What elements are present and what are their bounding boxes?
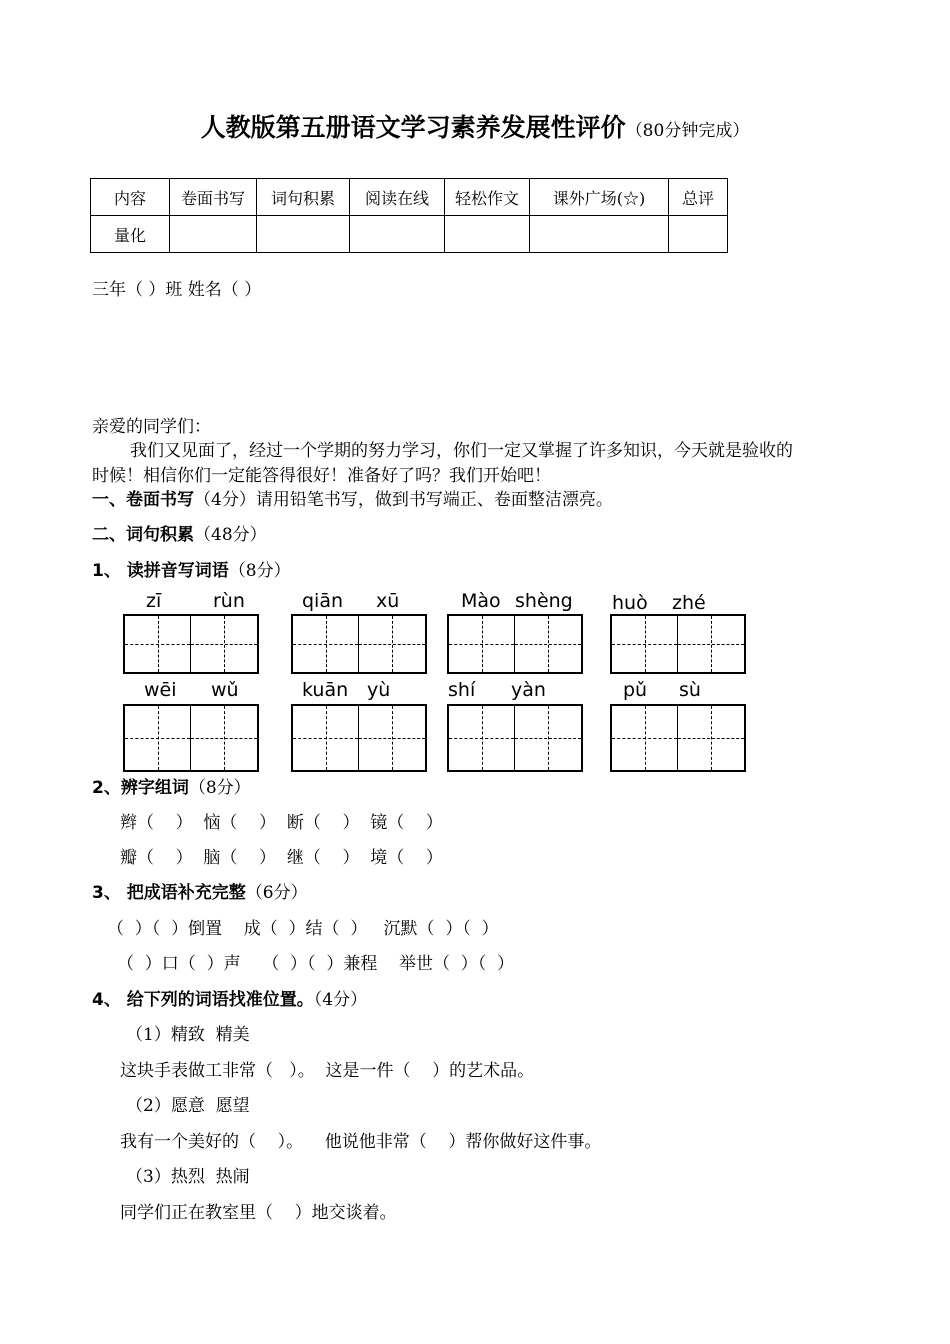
writing-cell[interactable] xyxy=(612,706,678,770)
writing-grid[interactable] xyxy=(291,704,427,772)
writing-grid[interactable] xyxy=(610,614,746,674)
score-header-cell: 内容 xyxy=(91,179,170,216)
q1-label: 1、 读拼音写词语 xyxy=(92,561,229,581)
section-2-text: （48分） xyxy=(194,525,267,545)
q2-line-1: 辫（ ） 恼（ ） 断（ ） 镜（ ） xyxy=(120,813,443,833)
score-table-header-row xyxy=(91,179,728,216)
q2-score: （8分） xyxy=(188,778,251,798)
section-2-label: 二、词句积累 xyxy=(92,525,194,545)
pinyin: zhé xyxy=(672,592,706,614)
writing-grid[interactable] xyxy=(447,704,583,772)
writing-cell[interactable] xyxy=(359,616,425,672)
score-input-cell[interactable] xyxy=(257,216,350,253)
q4-label: 4、 给下列的词语找准位置。 xyxy=(92,990,314,1010)
score-input-cell[interactable] xyxy=(445,216,530,253)
q4-group-1: （1）精致 精美 xyxy=(126,1025,250,1045)
score-table-value-row xyxy=(91,216,728,253)
writing-cell[interactable] xyxy=(359,706,425,770)
score-header-cell: 阅读在线 xyxy=(350,179,445,216)
writing-cell[interactable] xyxy=(191,616,257,672)
writing-cell[interactable] xyxy=(678,616,744,672)
q1-score: （8分） xyxy=(228,561,291,581)
q3-label: 3、 把成语补充完整 xyxy=(92,883,246,903)
score-header-cell: 词句积累 xyxy=(257,179,350,216)
question-4 xyxy=(92,985,367,1010)
writing-cell[interactable] xyxy=(515,616,581,672)
score-input-cell[interactable] xyxy=(170,216,257,253)
question-2 xyxy=(92,773,251,798)
writing-cell[interactable] xyxy=(293,706,359,770)
q3-line-2: （ ）口（ ）声 （ ）（ ）兼程 举世（ ）（ ） xyxy=(117,954,515,974)
q3-score: （6分） xyxy=(245,883,308,903)
score-input-cell[interactable] xyxy=(669,216,728,253)
writing-grid[interactable] xyxy=(123,704,259,772)
q4-group-3: （3）热烈 热闹 xyxy=(126,1167,250,1187)
pinyin: qiān xyxy=(302,590,344,612)
score-header-cell: 轻松作文 xyxy=(445,179,530,216)
q3-line-1: （ ）（ ）倒置 成（ ）结（ ） 沉默（ ）（ ） xyxy=(107,919,499,939)
pinyin: shèng xyxy=(515,590,573,612)
title-sub: （80分钟完成） xyxy=(625,121,750,141)
greeting-salutation: 亲爱的同学们： xyxy=(92,417,211,437)
question-3 xyxy=(92,878,308,903)
writing-cell[interactable] xyxy=(125,706,191,770)
pinyin: rùn xyxy=(213,590,245,612)
score-row-label: 量化 xyxy=(91,216,170,253)
q2-line-2: 瓣（ ） 脑（ ） 继（ ） 境（ ） xyxy=(120,848,443,868)
score-input-cell[interactable] xyxy=(530,216,669,253)
pinyin: kuān xyxy=(302,679,349,701)
writing-cell[interactable] xyxy=(678,706,744,770)
pinyin: pǔ xyxy=(623,679,648,701)
q4-sentence-1: 这块手表做工非常（ ）。 这是一件（ ）的艺术品。 xyxy=(120,1061,535,1081)
writing-grid[interactable] xyxy=(291,614,427,674)
score-header-cell: 卷面书写 xyxy=(170,179,257,216)
pinyin: wēi xyxy=(144,679,177,701)
writing-cell[interactable] xyxy=(191,706,257,770)
question-1 xyxy=(92,556,291,581)
pinyin: wǔ xyxy=(211,679,239,701)
pinyin: huò xyxy=(612,592,648,614)
writing-cell[interactable] xyxy=(612,616,678,672)
score-table xyxy=(90,178,728,253)
section-1-text: （4分）请用铅笔书写，做到书写端正、卷面整洁漂亮。 xyxy=(194,490,613,510)
section-1-label: 一、卷面书写 xyxy=(92,490,194,510)
writing-grid[interactable] xyxy=(123,614,259,674)
pinyin: yàn xyxy=(511,679,546,701)
writing-cell[interactable] xyxy=(125,616,191,672)
q2-label: 2、辨字组词 xyxy=(92,778,189,798)
greeting-line-2: 时候！相信你们一定能答得很好！准备好了吗？我们开始吧！ xyxy=(92,466,551,486)
title-main: 人教版第五册语文学习素养发展性评价 xyxy=(200,113,626,142)
pinyin: sù xyxy=(679,679,701,701)
score-header-cell: 课外广场(☆) xyxy=(530,179,669,216)
q4-sentence-3: 同学们正在教室里（ ）地交谈着。 xyxy=(120,1203,397,1223)
section-2 xyxy=(92,520,267,545)
q4-score: （4分） xyxy=(313,990,368,1010)
page-title xyxy=(0,108,950,144)
writing-cell[interactable] xyxy=(449,706,515,770)
student-info: 三年（ ）班 姓名（ ） xyxy=(92,280,262,300)
writing-cell[interactable] xyxy=(293,616,359,672)
writing-cell[interactable] xyxy=(515,706,581,770)
section-1 xyxy=(92,485,613,510)
score-input-cell[interactable] xyxy=(350,216,445,253)
pinyin: shí xyxy=(448,679,476,701)
writing-cell[interactable] xyxy=(449,616,515,672)
pinyin: xū xyxy=(376,590,400,612)
greeting-line-1: 我们又见面了，经过一个学期的努力学习，你们一定又掌握了许多知识，今天就是验收的 xyxy=(130,441,793,461)
q4-sentence-2: 我有一个美好的（ ）。 他说他非常（ ）帮你做好这件事。 xyxy=(120,1132,602,1152)
writing-grid[interactable] xyxy=(610,704,746,772)
pinyin: zī xyxy=(146,590,162,612)
q4-group-2: （2）愿意 愿望 xyxy=(126,1096,250,1116)
pinyin: Mào xyxy=(461,590,501,612)
pinyin: yù xyxy=(367,679,391,701)
score-header-cell: 总评 xyxy=(669,179,728,216)
writing-grid[interactable] xyxy=(447,614,583,674)
